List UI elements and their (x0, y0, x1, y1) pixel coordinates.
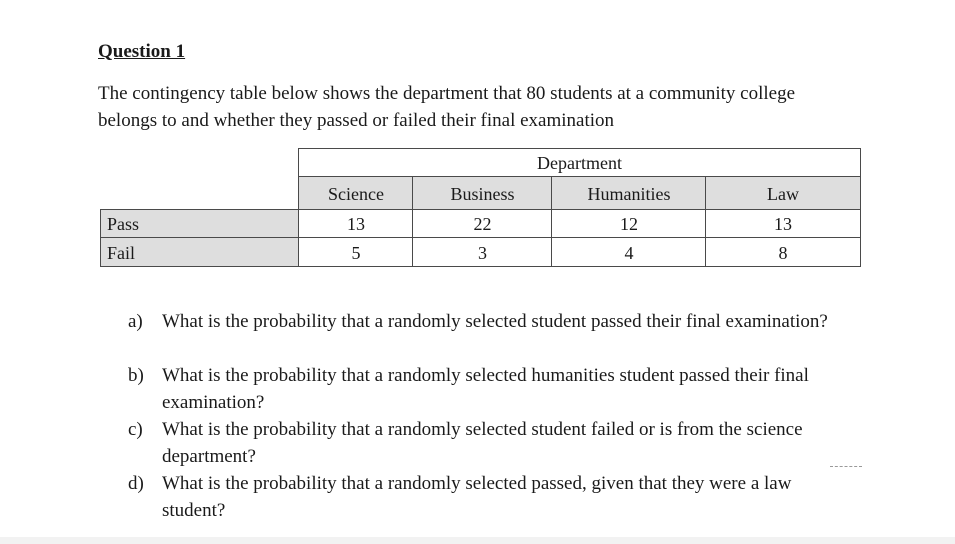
table-line-header (299, 176, 861, 177)
table-border-top (299, 148, 861, 149)
part-a-letter: a) (128, 311, 143, 332)
column-header-law: Law (767, 183, 799, 204)
row-label-pass: Pass (107, 214, 140, 234)
table-border-bottom (100, 266, 861, 267)
cell-fail-humanities: 4 (624, 242, 634, 263)
cell-pass-law: 13 (774, 214, 792, 234)
table-line-col-2 (551, 176, 552, 267)
part-a-line-1: What is the probability that a randomly selected student passed their final examination? (162, 311, 828, 332)
column-header-business: Business (450, 183, 515, 204)
part-c-line-1: What is the probability that a randomly selected student failed or is from the science (162, 419, 803, 440)
faint-dash-mark (830, 466, 862, 468)
table-line-row (100, 237, 861, 238)
part-d-line-2: student? (162, 500, 226, 521)
cell-fail-law: 8 (778, 242, 788, 263)
table-line-col-3 (705, 176, 706, 267)
row-label-fail: Fail (107, 242, 136, 263)
column-header-humanities: Humanities (587, 183, 671, 204)
department-header: Department (537, 153, 622, 173)
part-b-line-2: examination? (162, 392, 265, 413)
part-c-letter: c) (128, 419, 143, 440)
question-part-b (128, 362, 908, 416)
part-d-letter: d) (128, 473, 144, 494)
intro-line-1: The contingency table below shows the department that 80 students at a community college (98, 83, 796, 104)
part-b-line-1: What is the probability that a randomly selected humanities student passed their final (162, 365, 809, 386)
question-part-c (128, 416, 908, 470)
column-header-science: Science (328, 183, 384, 204)
table-line-body-top (100, 209, 861, 210)
intro-line-2: belongs to and whether they passed or failed their final examination (98, 110, 615, 131)
question-list (128, 308, 908, 524)
part-d-line-1: What is the probability that a randomly selected passed, given that they were a law (162, 473, 792, 494)
cell-fail-business: 3 (478, 242, 487, 263)
question-heading: Question 1 (98, 41, 186, 62)
bottom-edge-strip (0, 537, 955, 544)
question-part-d (128, 470, 908, 524)
table-border-right (860, 148, 861, 267)
table-line-col-1 (412, 176, 413, 267)
cell-pass-humanities: 12 (620, 214, 638, 234)
question-part-a (128, 308, 908, 335)
cell-pass-science: 13 (347, 214, 365, 234)
part-c-line-2: department? (162, 446, 256, 467)
table-line-label-col (298, 148, 299, 267)
cell-fail-science: 5 (351, 242, 361, 263)
part-b-letter: b) (128, 365, 144, 386)
cell-pass-business: 22 (473, 214, 492, 234)
intro-paragraph (98, 80, 898, 134)
table-border-left (100, 209, 101, 267)
